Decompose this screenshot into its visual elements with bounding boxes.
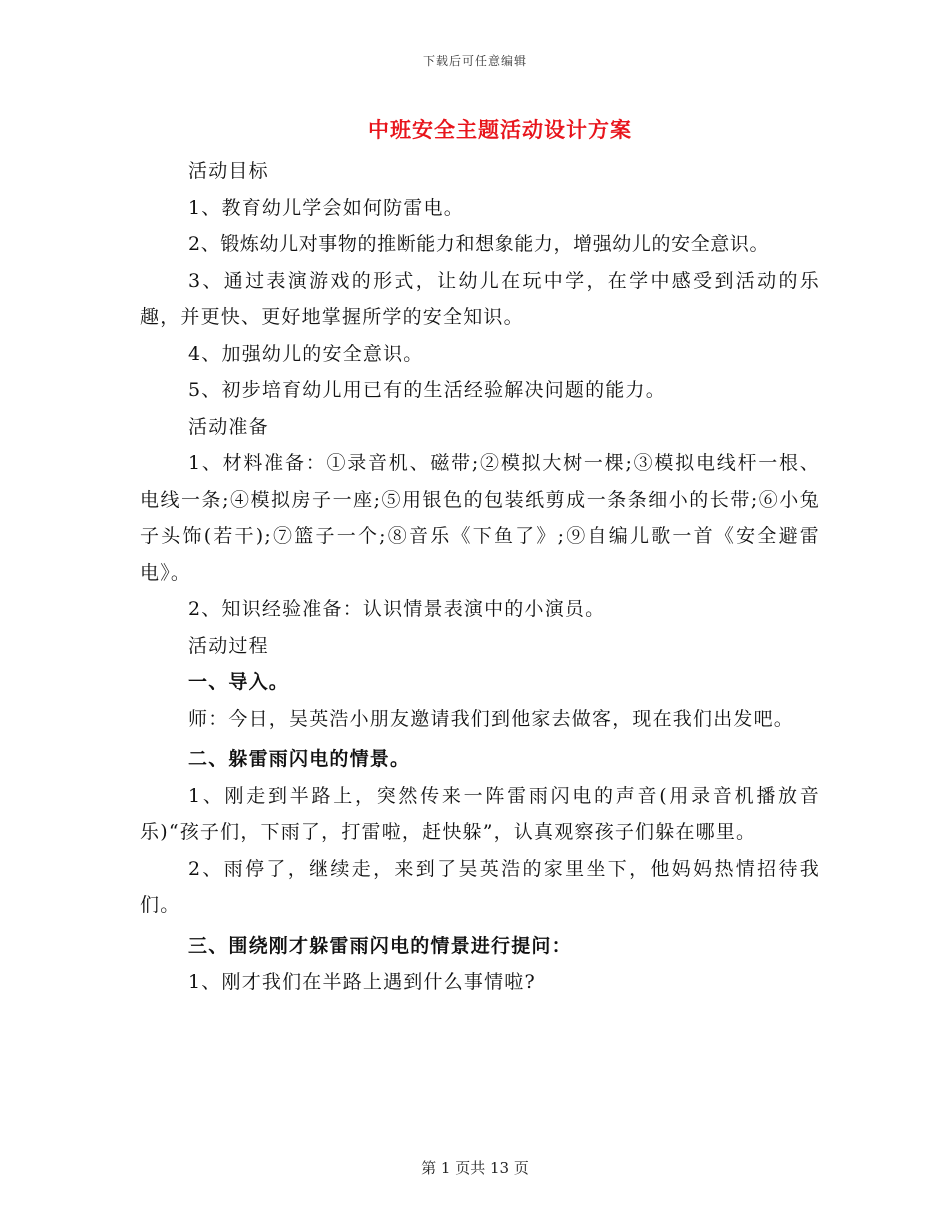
document-body [140,153,820,1001]
process-step-1-text: 师：今日，吴英浩小朋友邀请我们到他家去做客，现在我们出发吧。 [188,707,795,730]
goal-item-4: 4、加强幼儿的安全意识。 [188,342,424,365]
process-step-3-heading: 三、围绕刚才躲雷雨闪电的情景进行提问： [188,934,572,957]
process-step-1-heading: 一、导入。 [188,671,290,693]
page-number: 第 1 页共 13 页 [421,1159,529,1177]
goal-item-2: 2、锻炼幼儿对事物的推断能力和想象能力，增强幼儿的安全意识。 [188,233,770,255]
section-heading-goals: 活动目标 [188,160,269,182]
preparation-item-2: 2、知识经验准备：认识情景表演中的小演员。 [188,598,606,620]
goal-item-1: 1、教育幼儿学会如何防雷电。 [188,196,464,219]
process-step-2-heading: 二、躲雷雨闪电的情景。 [188,748,411,770]
section-heading-process: 活动过程 [188,634,269,657]
preparation-item-1: 1、材料准备：①录音机、磁带;②模拟大树一棵;③模拟电线杆一根、电线一条;④模拟房子一座;⑤用银色的包装纸剪成一条条细小的长带;⑥小兔子头饰(若干);⑦篮子一个;⑧音乐《下鱼了》;⑨自编儿歌一首《安全避雷电》。 [140,452,820,584]
goal-item-3: 3、通过表演游戏的形式，让幼儿在玩中学，在学中感受到活动的乐趣，并更快、更好地掌握所学的安全知识。 [140,269,820,328]
process-step-2-item-1: 1、刚走到半路上，突然传来一阵雷雨闪电的声音(用录音机播放音乐)“孩子们，下雨了，打雷啦，赶快躲”，认真观察孩子们躲在哪里。 [140,784,820,843]
goal-item-5: 5、初步培育幼儿用已有的生活经验解决问题的能力。 [188,379,666,401]
process-step-3-item-1: 1、刚才我们在半路上遇到什么事情啦? [188,971,536,993]
header-note: 下载后可任意编辑 [422,54,527,68]
process-step-2-item-2: 2、雨停了，继续走，来到了吴英浩的家里坐下，他妈妈热情招待我们。 [140,857,820,916]
section-heading-preparation: 活动准备 [188,415,269,438]
document-title: 中班安全主题活动设计方案 [368,117,632,142]
